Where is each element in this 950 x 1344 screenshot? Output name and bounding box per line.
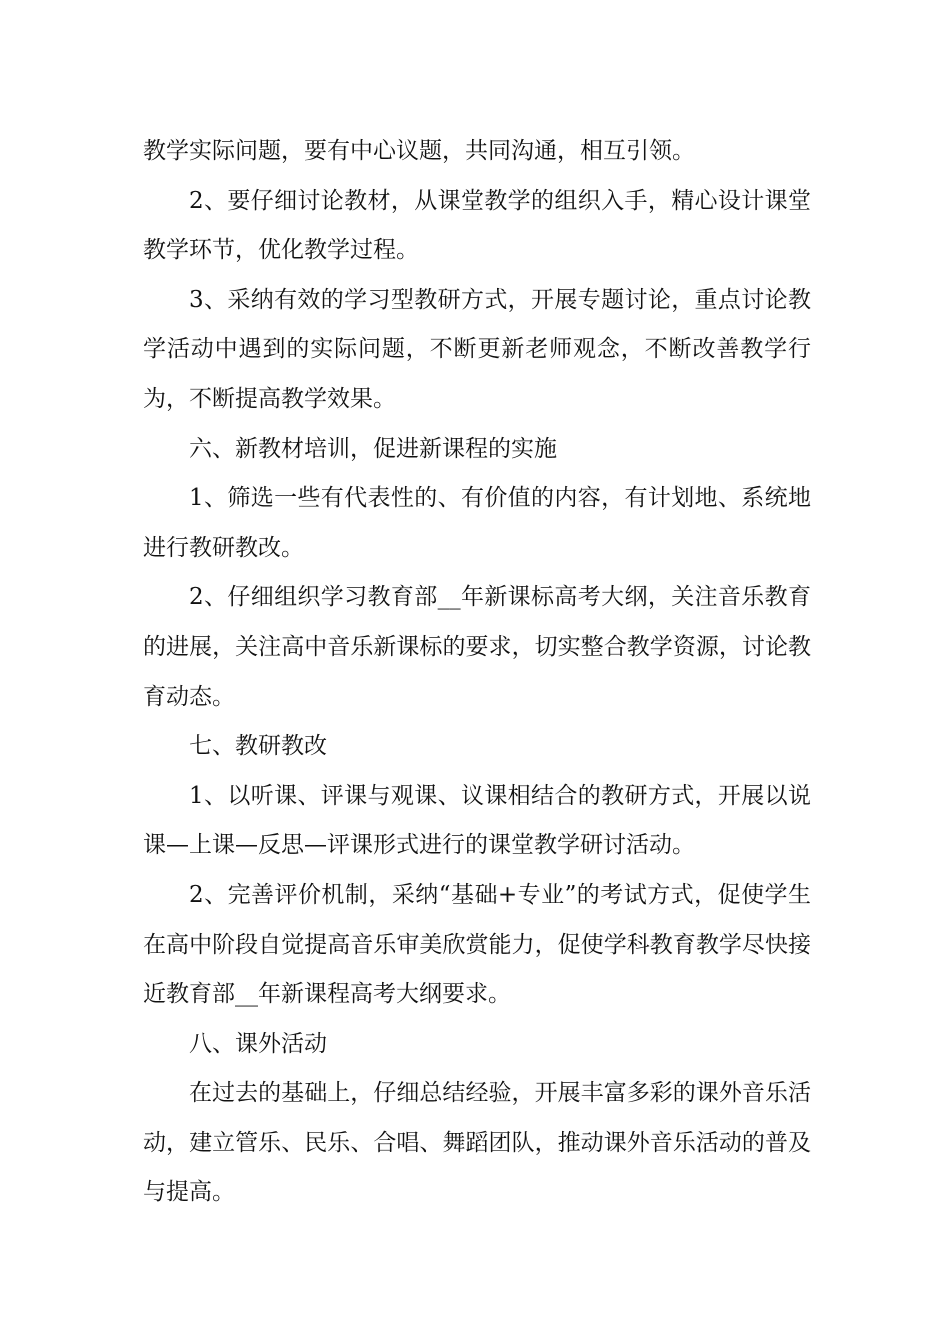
paragraph-item-2: 2、要仔细讨论教材，从课堂教学的组织入手，精心设计课堂教学环节，优化教学过程。 (143, 187, 811, 264)
paragraph-item-1: 1、筛选一些有代表性的、有价值的内容，有计划地、系统地进行教研教改。 (143, 485, 811, 561)
paragraph-item-2: 2、仔细组织学习教育部__年新课标高考大纲，关注音乐教育的进展，关注高中音乐新课标的要求，切实整合教学资源，讨论教育动态。 (143, 584, 811, 710)
paragraph-item-3: 3、采纳有效的学习型教研方式，开展专题讨论，重点讨论教学活动中遇到的实际问题，不断更新老师观念，不断改善教学行为，不断提高教学效果。 (143, 286, 811, 412)
paragraph-item-1: 1、以听课、评课与观课、议课相结合的教研方式，开展以说课—上课—反思—评课形式进行的课堂教学研讨活动。 (143, 782, 811, 859)
document-body (143, 127, 811, 1218)
section-heading-8: 八、课外活动 (189, 1030, 327, 1057)
paragraph-item-2: 2、完善评价机制，采纳“基础+专业”的考试方式，促使学生在高中阶段自觉提高音乐审美欣赏能力，促使学科教育教学尽快接近教育部__年新课程高考大纲要求。 (143, 881, 811, 1008)
section-heading-7: 七、教研教改 (189, 733, 327, 760)
section-heading-6: 六、新教材培训，促进新课程的实施 (189, 435, 557, 462)
paragraph-extracurricular: 在过去的基础上，仔细总结经验，开展丰富多彩的课外音乐活动，建立管乐、民乐、合唱、舞蹈团队，推动课外音乐活动的普及与提高。 (143, 1080, 811, 1206)
paragraph-continuation: 教学实际问题，要有中心议题，共同沟通，相互引领。 (143, 138, 695, 164)
